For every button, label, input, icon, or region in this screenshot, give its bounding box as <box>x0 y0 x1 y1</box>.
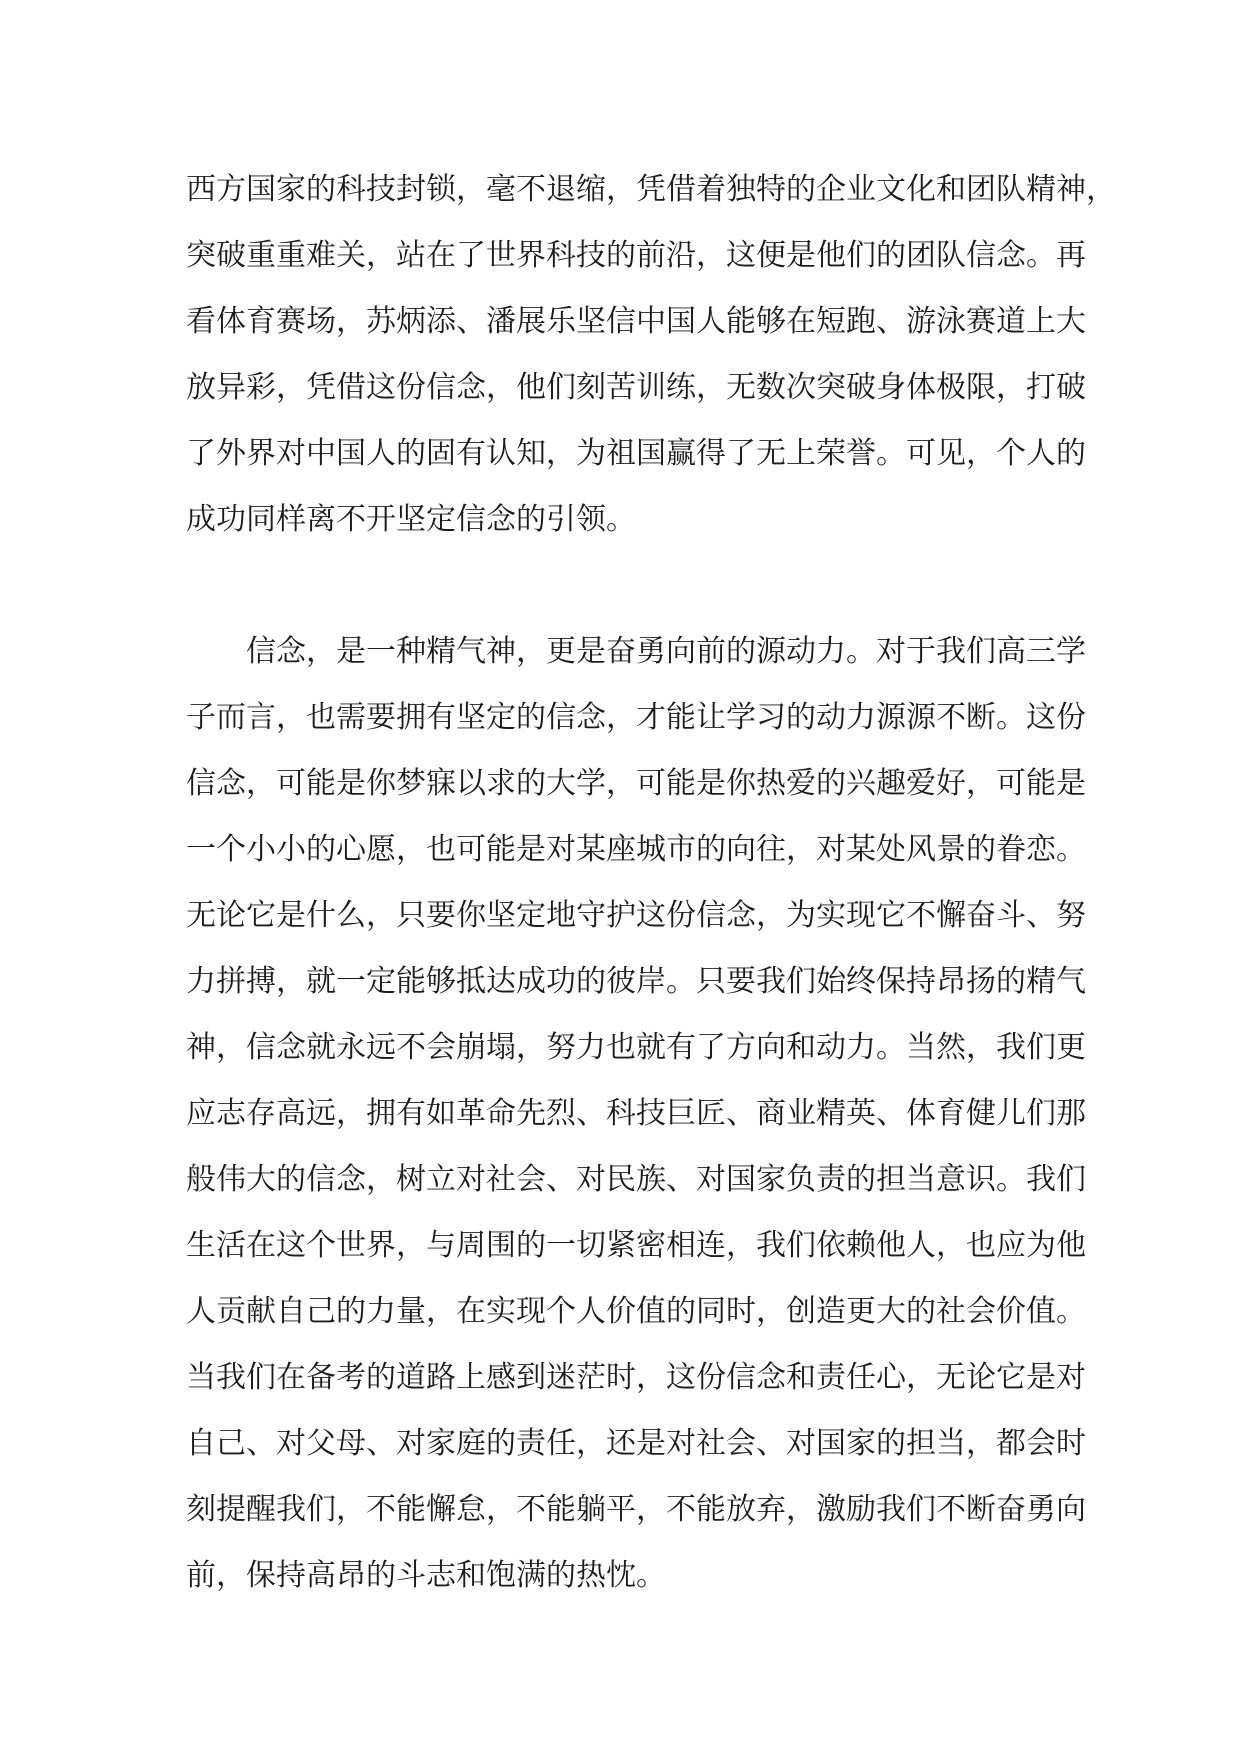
paragraph-line: 神，信念就永远不会崩塌，努力也就有了方向和动力。当然，我们更 <box>186 1030 1086 1065</box>
paragraph-line: 信念，是一种精气神，更是奋勇向前的源动力。对于我们高三学 <box>246 634 1086 669</box>
paragraph-line: 力拼搏，就一定能够抵达成功的彼岸。只要我们始终保持昂扬的精气 <box>186 964 1086 999</box>
paragraph-line: 突破重重难关，站在了世界科技的前沿，这便是他们的团队信念。再 <box>186 238 1086 273</box>
paragraph-line: 了外界对中国人的固有认知，为祖国赢得了无上荣誉。可见，个人的 <box>186 436 1086 471</box>
paragraph-line: 般伟大的信念，树立对社会、对民族、对国家负责的担当意识。我们 <box>186 1162 1086 1197</box>
paragraph-line: 子而言，也需要拥有坚定的信念，才能让学习的动力源源不断。这份 <box>186 700 1086 735</box>
paragraph-line: 刻提醒我们，不能懈怠，不能躺平，不能放弃，激励我们不断奋勇向 <box>186 1492 1086 1527</box>
paragraph-line: 自己、对父母、对家庭的责任，还是对社会、对国家的担当，都会时 <box>186 1426 1086 1461</box>
paragraph-2 <box>186 619 1086 1609</box>
paragraph-1 <box>186 157 1116 553</box>
paragraph-line: 当我们在备考的道路上感到迷茫时，这份信念和责任心，无论它是对 <box>186 1360 1086 1395</box>
paragraph-line: 西方国家的科技封锁，毫不退缩，凭借着独特的企业文化和团队精神， <box>186 172 1116 207</box>
paragraph-line: 放异彩，凭借这份信念，他们刻苦训练，无数次突破身体极限，打破 <box>186 370 1086 405</box>
document-body <box>186 157 1116 1609</box>
paragraph-line: 人贡献自己的力量，在实现个人价值的同时，创造更大的社会价值。 <box>186 1294 1086 1329</box>
paragraph-line: 前，保持高昂的斗志和饱满的热忱。 <box>186 1558 666 1593</box>
paragraph-line: 应志存高远，拥有如革命先烈、科技巨匠、商业精英、体育健儿们那 <box>186 1096 1086 1131</box>
paragraph-line: 信念，可能是你梦寐以求的大学，可能是你热爱的兴趣爱好，可能是 <box>186 766 1086 801</box>
paragraph-line: 生活在这个世界，与周围的一切紧密相连，我们依赖他人，也应为他 <box>186 1228 1086 1263</box>
paragraph-line: 成功同样离不开坚定信念的引领。 <box>186 502 636 537</box>
paragraph-spacer <box>186 553 1062 619</box>
paragraph-line: 看体育赛场，苏炳添、潘展乐坚信中国人能够在短跑、游泳赛道上大 <box>186 304 1086 339</box>
paragraph-line: 无论它是什么，只要你坚定地守护这份信念，为实现它不懈奋斗、努 <box>186 898 1086 933</box>
paragraph-line: 一个小小的心愿，也可能是对某座城市的向往，对某处风景的眷恋。 <box>186 832 1086 867</box>
